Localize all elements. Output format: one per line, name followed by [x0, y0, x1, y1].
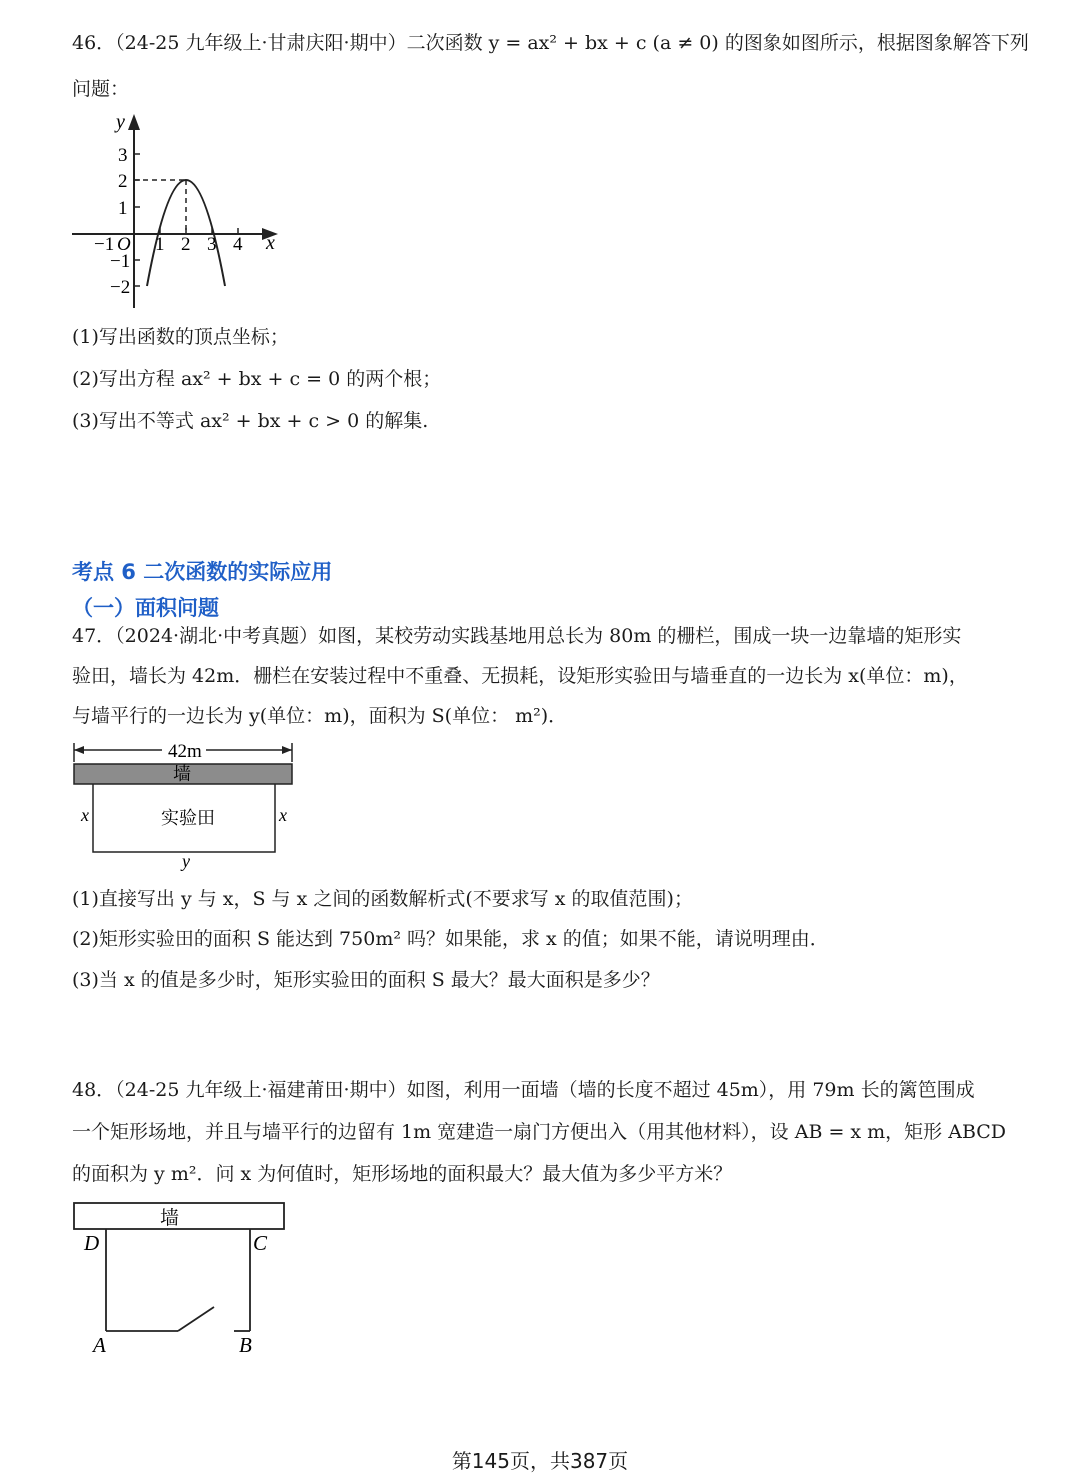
q47-line3: 与墙平行的一边长为 y(单位：m)，面积为 S(单位： m²)．	[72, 705, 568, 727]
right-side-label: x	[279, 805, 287, 825]
page-number: 第145页，共387页	[451, 1449, 629, 1473]
x-tick-neg1: −1	[94, 234, 115, 255]
point-d: D	[84, 1231, 100, 1255]
x-tick-4: 4	[233, 234, 243, 255]
q47-line1: 47．（2024·湖北·中考真题）如图，某校劳动实践基地用总长为 80m 的栅栏，围成一块一边靠墙的矩形实	[72, 625, 962, 647]
bottom-side-label: y	[182, 851, 190, 871]
q46-sub1: (1)写出函数的顶点坐标；	[72, 326, 289, 348]
field-label: 实验田	[161, 808, 215, 829]
door	[178, 1307, 214, 1331]
q47-sub2: (2)矩形实验田的面积 S 能达到 750m² 吗？如果能，求 x 的值；如果不能，请说明理由．	[72, 928, 829, 950]
q46-line1: 46．（24-25 九年级上·甘肃庆阳·期中）二次函数 y = ax² + bx + c (a ≠ 0) 的图象如图所示，根据图象解答下列	[72, 32, 1029, 54]
q48-line3: 的面积为 y m²．问 x 为何值时，矩形场地的面积最大？最大值为多少平方米？	[72, 1163, 733, 1185]
q46-graph	[68, 112, 298, 312]
section-title: 考点 6 二次函数的实际应用	[72, 560, 333, 584]
wall-length-label: 42m	[168, 741, 202, 762]
x-tick-2: 2	[181, 234, 191, 255]
point-b: B	[239, 1333, 252, 1357]
y-tick-neg2: −2	[110, 277, 131, 298]
y-axis-label: y	[116, 111, 125, 133]
q46-sub2: (2)写出方程 ax² + bx + c = 0 的两个根；	[72, 368, 442, 390]
q47-sub3: (3)当 x 的值是多少时，矩形实验田的面积 S 最大？最大面积是多少？	[72, 969, 660, 991]
q46-line2: 问题：	[72, 78, 130, 100]
y-tick-neg1: −1	[110, 251, 131, 272]
left-side-label: x	[81, 805, 89, 825]
origin-label: O	[117, 234, 131, 255]
y-tick-1: 1	[118, 198, 128, 219]
q48-figure	[72, 1200, 302, 1360]
x-axis-label: x	[266, 232, 275, 254]
point-a: A	[93, 1333, 106, 1357]
y-axis-arrow	[128, 114, 140, 130]
q48-line2: 一个矩形场地，并且与墙平行的边留有 1m 宽建造一扇门方便出入（用其他材料），设 AB = x m，矩形 ABCD	[72, 1121, 1007, 1143]
y-tick-2: 2	[118, 171, 128, 192]
q47-figure	[72, 740, 312, 870]
section-subtitle: （一）面积问题	[72, 596, 219, 620]
point-c: C	[253, 1231, 268, 1255]
q47-sub1: (1)直接写出 y 与 x，S 与 x 之间的函数解析式(不要求写 x 的取值范围)；	[72, 888, 693, 910]
wall-label: 墙	[173, 764, 191, 785]
x-tick-1: 1	[155, 234, 165, 255]
q48-line1: 48．（24-25 九年级上·福建莆田·期中）如图，利用一面墙（墙的长度不超过 45m），用 79m 长的篱笆围成	[72, 1079, 975, 1101]
y-tick-3: 3	[118, 145, 128, 166]
x-tick-3: 3	[207, 234, 217, 255]
wall-label: 墙	[160, 1207, 180, 1229]
q47-line2: 验田，墙长为 42m．栅栏在安装过程中不重叠、无损耗，设矩形实验田与墙垂直的一边长为 x(单位：m)，	[72, 665, 968, 687]
q46-sub3: (3)写出不等式 ax² + bx + c > 0 的解集.	[72, 410, 429, 432]
